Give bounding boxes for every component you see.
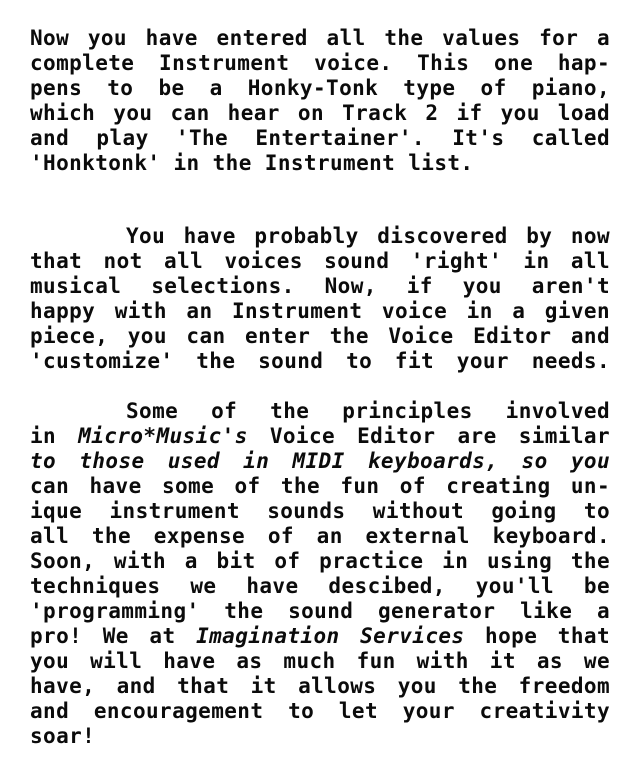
text-line xyxy=(30,299,610,324)
text-line xyxy=(30,599,610,624)
text-line xyxy=(30,399,610,424)
text-segment: in xyxy=(30,424,79,448)
text-segment: 'customize' the sound to fit your needs. xyxy=(30,349,610,373)
text-segment: complete Instrument voice. This one hap- xyxy=(30,51,610,75)
italic-text-segment: Micro*Music's xyxy=(78,424,248,448)
text-segment: Voice Editor are similar xyxy=(247,424,611,448)
text-line xyxy=(30,249,610,274)
text-line xyxy=(30,26,610,51)
text-segment: pens to be a Honky-Tonk type of piano, xyxy=(30,76,610,100)
text-segment: Now you have entered all the values for a xyxy=(30,26,610,50)
text-segment: You have probably discovered by now xyxy=(126,224,610,248)
italic-text-segment: to those used in MIDI keyboards, so you xyxy=(30,449,610,473)
text-line xyxy=(30,574,610,599)
italic-text-segment: Imagination Services xyxy=(196,624,465,648)
text-line xyxy=(30,224,610,249)
paragraph-honkytonk-voice xyxy=(30,26,610,176)
text-line xyxy=(30,524,610,549)
text-line xyxy=(30,449,610,474)
text-line xyxy=(30,649,610,674)
text-segment: pro! We at xyxy=(30,624,197,648)
text-line xyxy=(30,549,610,574)
text-segment: 'programming' the sound generator like a xyxy=(30,599,610,623)
text-line xyxy=(30,76,610,101)
text-segment: Soon, with a bit of practice in using the xyxy=(30,549,610,573)
text-line xyxy=(30,699,610,724)
text-segment: musical selections. Now, if you aren't xyxy=(30,274,610,298)
text-line xyxy=(30,499,610,524)
text-line xyxy=(30,51,610,76)
text-line xyxy=(30,424,610,449)
paragraph-voice-editor-customize xyxy=(30,224,610,374)
text-line xyxy=(30,349,610,374)
text-segment: happy with an Instrument voice in a given xyxy=(30,299,610,323)
text-segment: and encouragement to let your creativity xyxy=(30,699,610,723)
text-segment: can have some of the fun of creating un- xyxy=(30,474,610,498)
text-segment: which you can hear on Track 2 if you load xyxy=(30,101,610,125)
text-segment: techniques we have descibed, you'll be xyxy=(30,574,610,598)
text-segment: and play 'The Entertainer'. It's called xyxy=(30,126,610,150)
text-line xyxy=(30,724,610,749)
text-segment: you will have as much fun with it as we xyxy=(30,649,610,673)
paragraph-voice-editor-principles xyxy=(30,399,610,749)
text-segment: piece, you can enter the Voice Editor and xyxy=(30,324,610,348)
text-line xyxy=(30,151,610,176)
text-line xyxy=(30,324,610,349)
text-segment: Some of the principles involved xyxy=(126,399,610,423)
text-segment: all the expense of an external keyboard. xyxy=(30,524,610,548)
text-segment: have, and that it allows you the freedom xyxy=(30,674,610,698)
text-segment: 'Honktonk' in the Instrument list. xyxy=(30,151,474,175)
text-line xyxy=(30,126,610,151)
text-line xyxy=(30,474,610,499)
text-line xyxy=(30,274,610,299)
text-line xyxy=(30,624,610,649)
text-segment: soar! xyxy=(30,724,96,748)
text-segment: hope that xyxy=(464,624,610,648)
text-line xyxy=(30,101,610,126)
text-segment: ique instrument sounds without going to xyxy=(30,499,610,523)
text-segment: that not all voices sound 'right' in all xyxy=(30,249,610,273)
text-line xyxy=(30,674,610,699)
